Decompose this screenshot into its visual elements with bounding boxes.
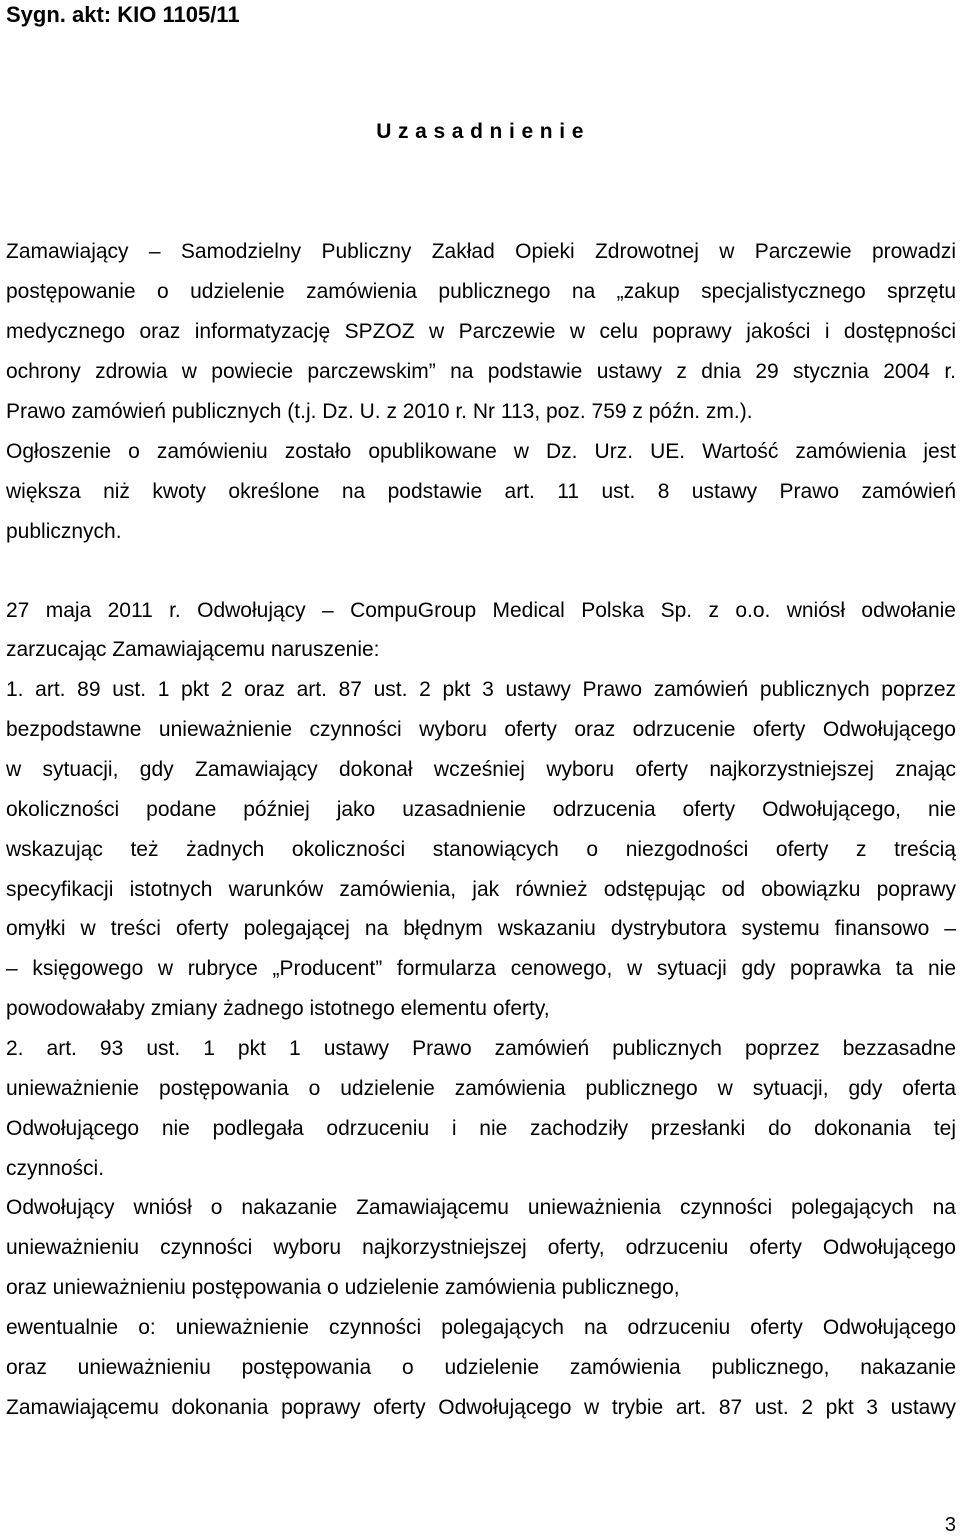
case-signature: Sygn. akt: KIO 1105/11 xyxy=(6,2,240,27)
text-line: unieważnieniu czynności wyboru najkorzystniejszej oferty, odrzuceniu oferty Odwołującego xyxy=(6,1236,956,1259)
text-line: – księgowego w rubryce „Producent” formularza cenowego, w sytuacji gdy poprawka ta nie xyxy=(6,957,956,980)
text-line: Odwołującego nie podlegała odrzuceniu i nie zachodziły przesłanki do dokonania tej xyxy=(6,1117,956,1140)
text-line: ochrony zdrowia w powiecie parczewskim” na podstawie ustawy z dnia 29 stycznia 2004 r. xyxy=(6,360,956,383)
text-line: unieważnienie postępowania o udzielenie zamówienia publicznego w sytuacji, gdy oferta xyxy=(6,1077,956,1100)
text-line: Zamawiający – Samodzielny Publiczny Zakład Opieki Zdrowotnej w Parczewie prowadzi xyxy=(6,240,956,263)
text-line: powodowałaby zmiany żadnego istotnego elementu oferty, xyxy=(6,997,550,1020)
text-line: zarzucając Zamawiającemu naruszenie: xyxy=(6,638,380,661)
text-line: ewentualnie o: unieważnienie czynności polegających na odrzuceniu oferty Odwołującego xyxy=(6,1316,956,1339)
text-line: Prawo zamówień publicznych (t.j. Dz. U. z 2010 r. Nr 113, poz. 759 z późn. zm.). xyxy=(6,400,753,423)
text-line: 1. art. 89 ust. 1 pkt 2 oraz art. 87 ust. 2 pkt 3 ustawy Prawo zamówień publicznych poprzez xyxy=(6,678,956,701)
text-line: okoliczności podane później jako uzasadnienie odrzucenia oferty Odwołującego, nie xyxy=(6,798,956,821)
text-line: postępowanie o udzielenie zamówienia publicznego na „zakup specjalistycznego sprzętu xyxy=(6,280,956,303)
text-line: Ogłoszenie o zamówieniu zostało opublikowane w Dz. Urz. UE. Wartość zamówienia jest xyxy=(6,440,956,463)
text-line: publicznych. xyxy=(6,520,122,543)
text-line: omyłki w treści oferty polegającej na błędnym wskazaniu dystrybutora systemu finansowo – xyxy=(6,917,956,940)
section-heading: U z a s a d n i e n i e xyxy=(376,120,584,143)
text-line: Zamawiającemu dokonania poprawy oferty Odwołującego w trybie art. 87 ust. 2 pkt 3 ustawy xyxy=(6,1396,956,1419)
text-line: czynności. xyxy=(6,1157,105,1180)
text-line: w sytuacji, gdy Zamawiający dokonał wcześniej wyboru oferty najkorzystniejszej znając xyxy=(6,758,956,781)
page-number: 3 xyxy=(944,1514,956,1536)
text-line: 27 maja 2011 r. Odwołujący – CompuGroup Medical Polska Sp. z o.o. wniósł odwołanie xyxy=(6,599,956,622)
text-line: Odwołujący wniósł o nakazanie Zamawiającemu unieważnienia czynności polegających na xyxy=(6,1196,956,1219)
text-line: medycznego oraz informatyzację SPZOZ w Parczewie w celu poprawy jakości i dostępności xyxy=(6,320,956,343)
text-line: specyfikacji istotnych warunków zamówienia, jak również odstępując od obowiązku poprawy xyxy=(6,878,956,901)
text-line: wskazując też żadnych okoliczności stanowiących o niezgodności oferty z treścią xyxy=(6,838,956,861)
text-line: oraz unieważnieniu postępowania o udzielenie zamówienia publicznego, nakazanie xyxy=(6,1356,956,1379)
text-line: 2. art. 93 ust. 1 pkt 1 ustawy Prawo zamówień publicznych poprzez bezzasadne xyxy=(6,1037,956,1060)
text-line: bezpodstawne unieważnienie czynności wyboru oferty oraz odrzucenie oferty Odwołującego xyxy=(6,718,956,741)
text-line: większa niż kwoty określone na podstawie art. 11 ust. 8 ustawy Prawo zamówień xyxy=(6,480,956,503)
text-line: oraz unieważnieniu postępowania o udzielenie zamówienia publicznego, xyxy=(6,1276,680,1299)
